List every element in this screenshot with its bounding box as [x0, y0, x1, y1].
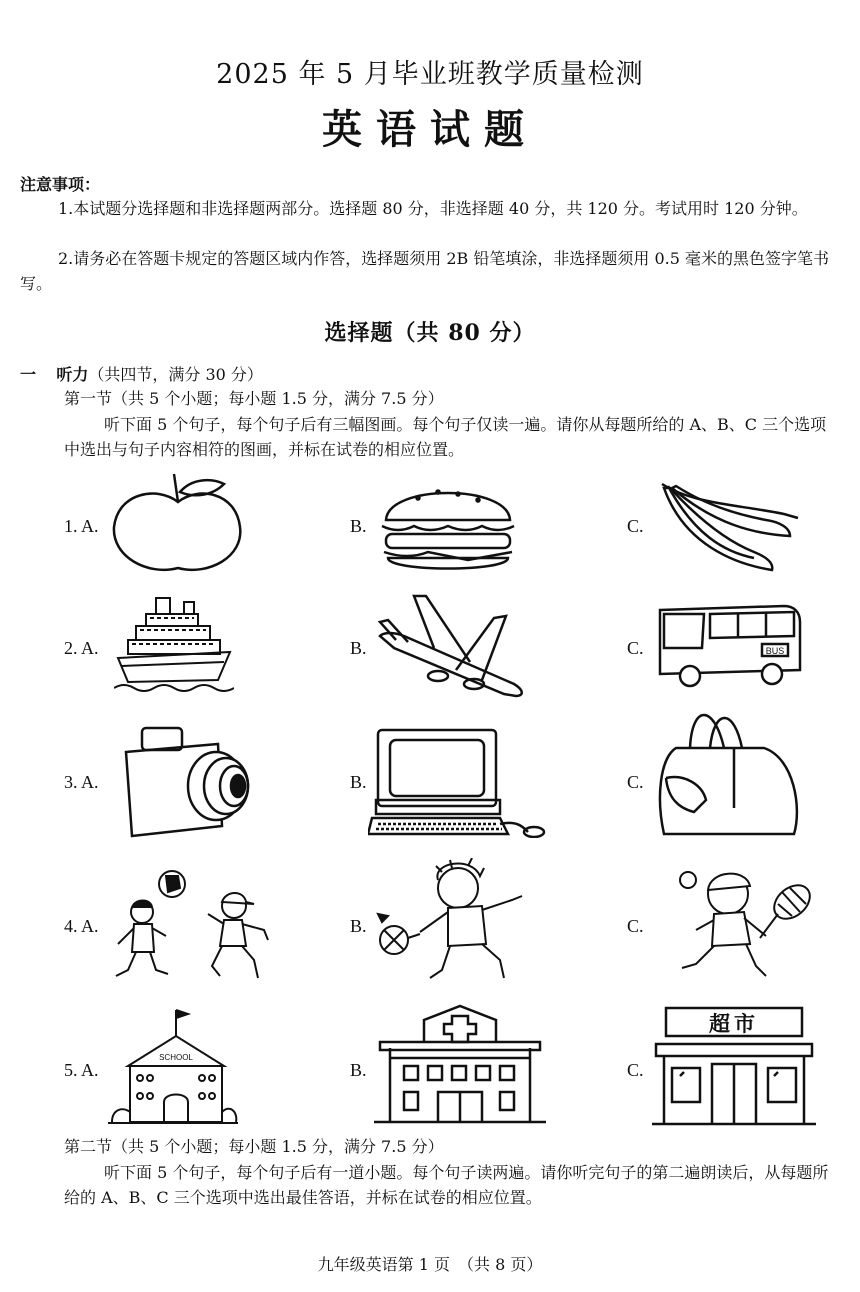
notes-item-2: 2.请务必在答题卡规定的答题区域内作答，选择题须用 2B 铅笔填涂，非选择题须用 0.5 毫米的黑色签字笔书写。	[20, 249, 829, 293]
q1-label-b: B.	[350, 516, 367, 536]
subsection-1-heading: 第一节（共 5 个小题；每小题 1.5 分，满分 7.5 分）	[64, 389, 444, 408]
q3-label-c: C.	[627, 772, 644, 792]
notes-item-1: 1.本试题分选择题和非选择题两部分。选择题 80 分，非选择题 40 分，共 120 分。考试用时 120 分钟。	[58, 199, 808, 218]
part-number: 一	[20, 365, 37, 384]
apple-icon	[108, 472, 248, 582]
q2-label-c: C.	[627, 638, 644, 658]
q5-label-b: B.	[350, 1060, 367, 1080]
bus-sign-text: BUS	[765, 646, 785, 656]
airplane-icon	[374, 592, 534, 702]
exam-title: 2025 年 5 月毕业班教学质量检测	[216, 59, 644, 90]
tennis-icon	[666, 860, 816, 990]
hamburger-icon	[378, 476, 518, 576]
q4-label-b: B.	[350, 916, 367, 936]
school-sign-text: SCHOOL	[159, 1053, 193, 1062]
football-icon	[108, 864, 278, 984]
hospital-icon	[374, 1002, 546, 1126]
q5-label-a: 5. A.	[64, 1060, 99, 1080]
part-title-note: （共四节，满分 30 分）	[88, 365, 263, 384]
school-icon	[108, 1006, 238, 1126]
ship-icon	[114, 594, 234, 694]
bus-icon	[654, 600, 804, 692]
q3-label-a: 3. A.	[64, 772, 99, 792]
q3-label-b: B.	[350, 772, 367, 792]
supermarket-icon	[652, 1004, 816, 1128]
q1-label-a: 1. A.	[64, 516, 99, 536]
q2-label-b: B.	[350, 638, 367, 658]
section-title: 选择题（共 80 分）	[324, 320, 536, 346]
subject-title: 英语试题	[322, 106, 538, 153]
computer-icon	[368, 728, 548, 838]
badminton-icon	[372, 858, 532, 990]
supermarket-sign-text: 超市	[709, 1012, 759, 1036]
part-title: 听力	[56, 365, 89, 384]
q2-label-a: 2. A.	[64, 638, 99, 658]
notes-heading: 注意事项：	[20, 175, 101, 194]
page-footer: 九年级英语第 1 页 （共 8 页）	[317, 1255, 543, 1274]
part-heading	[20, 362, 263, 385]
banana-icon	[654, 474, 804, 574]
q4-label-c: C.	[627, 916, 644, 936]
subsection-1-instructions: 听下面 5 个句子，每个句子后有三幅图画。每个句子仅读一遍。请你从每题所给的 A、B、C 三个选项中选出与句子内容相符的图画，并标在试卷的相应位置。	[64, 415, 827, 459]
subsection-2-instructions: 听下面 5 个句子，每个句子后有一道小题。每个句子读两遍。请你听完句子的第二遍朗读后，从每题所给的 A、B、C 三个选项中选出最佳答语，并标在试卷的相应位置。	[64, 1163, 829, 1207]
q5-label-c: C.	[627, 1060, 644, 1080]
q1-label-c: C.	[627, 516, 644, 536]
q4-label-a: 4. A.	[64, 916, 99, 936]
subsection-2-heading: 第二节（共 5 个小题；每小题 1.5 分，满分 7.5 分）	[64, 1137, 444, 1156]
bag-icon	[654, 708, 804, 838]
camera-icon	[118, 722, 258, 842]
